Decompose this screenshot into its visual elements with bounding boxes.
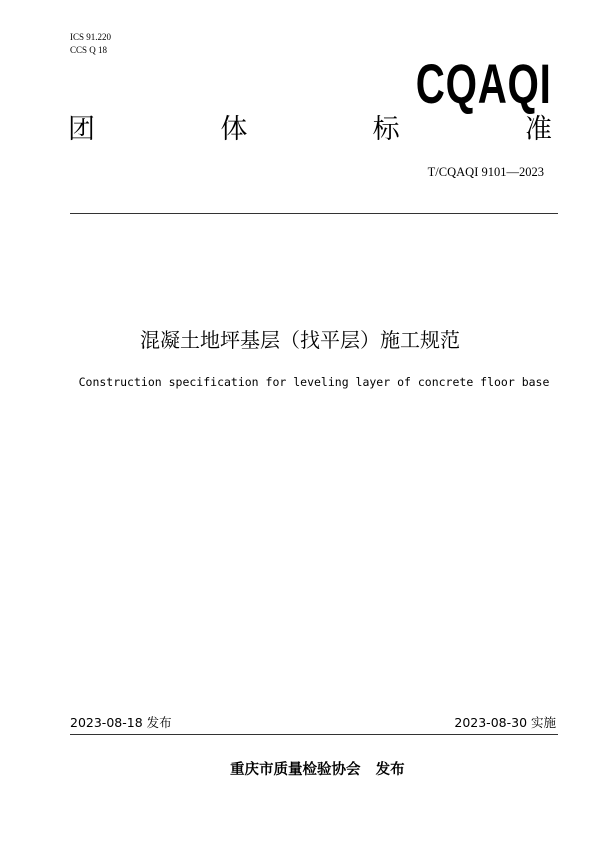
standard-type-char: 体 [220, 114, 248, 145]
ccs-code: CCS Q 18 [70, 45, 108, 55]
standard-number: T/CQAQI 9101—2023 [427, 165, 544, 179]
ics-code: ICS 91.220 [70, 32, 112, 42]
standard-type-heading [68, 113, 552, 147]
organization-logo: CQAQI [416, 52, 552, 115]
standard-type-char: 准 [524, 114, 552, 145]
standard-type-char: 标 [372, 114, 400, 145]
standard-type-char: 团 [68, 114, 95, 145]
document-title-english: Construction specification for leveling layer of concrete floor base [78, 375, 550, 389]
document-title-chinese: 混凝土地坪基层（找平层）施工规范 [140, 328, 460, 352]
top-divider [70, 213, 558, 214]
release-date: 2023-08-18 发布 [70, 715, 172, 730]
bottom-divider [70, 734, 558, 735]
publisher: 重庆市质量检验协会 发布 [230, 762, 405, 778]
implementation-date: 2023-08-30 实施 [454, 715, 556, 730]
